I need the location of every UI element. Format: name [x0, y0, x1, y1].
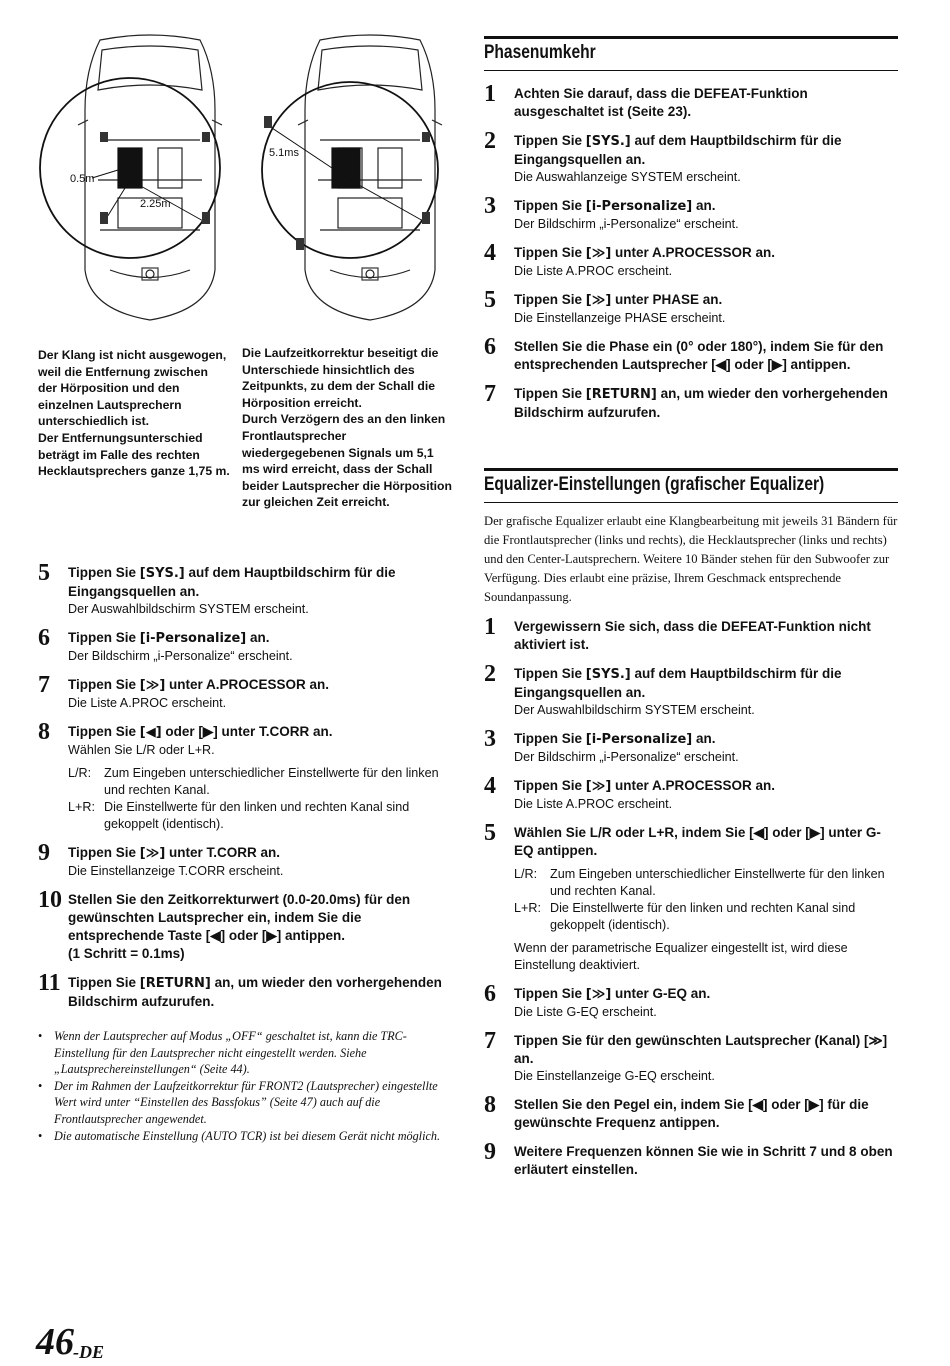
step-title: Tippen Sie [≫] unter A.PROCESSOR an. [514, 245, 776, 261]
option-row: L/R: Zum Eingeben unterschiedlicher Einstellwerte für den linken und rechten Kanal. [514, 867, 885, 898]
phase-rule [484, 36, 898, 39]
step [38, 672, 450, 712]
step-title: Tippen Sie [◀] oder [▶] unter T.CORR an. [68, 724, 333, 740]
step-number: 6 [484, 981, 496, 1007]
option-row: L+R: Die Einstellwerte für den linken und rechten Kanal sind gekoppelt (identisch). [514, 901, 856, 932]
step [484, 661, 898, 719]
button-reference: [≫] [139, 846, 166, 861]
step-title: Tippen Sie [i-Personalize] an. [514, 198, 716, 214]
step-title: Tippen Sie [SYS.] auf dem Hauptbildschirm für die Eingangsquellen an. [68, 565, 396, 599]
step-title: Tippen Sie für den gewünschten Lautsprecher (Kanal) [≫] an. [514, 1033, 888, 1066]
step-title: Tippen Sie [i-Personalize] an. [68, 630, 270, 646]
step-number: 4 [484, 773, 496, 799]
step-title: Tippen Sie [≫] unter T.CORR an. [68, 845, 281, 861]
eq-title: Equalizer-Einstellungen (grafischer Equalizer) [484, 474, 825, 495]
step-result: Die Liste A.PROC erscheint. [68, 696, 227, 710]
step [38, 560, 450, 618]
step [484, 128, 898, 186]
step-number: 3 [484, 726, 496, 752]
caption-right [242, 345, 452, 511]
step [38, 625, 450, 665]
step-title: Tippen Sie [SYS.] auf dem Hauptbildschirm für die Eingangsquellen an. [514, 666, 842, 700]
step-result: Die Einstellanzeige PHASE erscheint. [514, 311, 726, 325]
page-suffix: -DE [73, 1342, 104, 1362]
step-result: Der Bildschirm „i-Personalize“ erscheint. [514, 217, 739, 231]
step-result: Der Bildschirm „i-Personalize“ erscheint. [514, 750, 739, 764]
left-notes [38, 1028, 450, 1144]
step [484, 726, 898, 766]
step-title: Stellen Sie den Zeitkorrekturwert (0.0-20.0ms) für den gewünschten Lautsprecher ein, indem Sie die entsprechende Taste [◀] oder [▶] antippen. (1 Schritt = 0.1ms) [68, 892, 411, 961]
step-title: Tippen Sie [SYS.] auf dem Hauptbildschirm für die Eingangsquellen an. [514, 133, 842, 167]
step-number: 7 [484, 1028, 496, 1054]
eq-rule [484, 468, 898, 471]
button-reference: [◀] [139, 725, 162, 740]
step-title: Vergewissern Sie sich, dass die DEFEAT-Funktion nicht aktiviert ist. [514, 619, 871, 652]
button-reference: [i-Personalize] [585, 732, 693, 747]
option-row: L+R: Die Einstellwerte für den linken und rechten Kanal sind gekoppelt (identisch). [68, 800, 410, 831]
step [484, 1028, 898, 1085]
button-reference: [RETURN] [139, 976, 211, 991]
caption-right-text: Die Laufzeitkorrektur beseitigt die Unterschiede hinsichtlich des Zeitpunkts, zu dem der Schall die Hörposition erreicht. Durch Verzögern des an den linken Frontlautsprecher wiedergegebenen Signals um 5,1 ms wird erreicht, dass der Schall beider Lautsprecher die Hörposition zur gleichen Zeit erreicht. [242, 346, 452, 510]
step [484, 240, 898, 280]
button-reference: [i-Personalize] [139, 631, 247, 646]
button-reference: [SYS.] [585, 667, 631, 682]
step [38, 840, 450, 880]
step [484, 81, 898, 121]
phase-title: Phasenumkehr [484, 42, 596, 63]
step-number: 9 [484, 1139, 496, 1165]
step-title: Stellen Sie den Pegel ein, indem Sie [◀] oder [▶] für die gewünschte Frequenz antippen. [514, 1097, 869, 1130]
step-title: Tippen Sie [≫] unter A.PROCESSOR an. [514, 778, 776, 794]
step-title: Tippen Sie [≫] unter PHASE an. [514, 292, 723, 308]
car-right [298, 35, 442, 320]
step [484, 381, 898, 422]
step-title: Tippen Sie [≫] unter G-EQ an. [514, 986, 711, 1002]
step-number: 5 [484, 820, 496, 846]
step-number: 6 [484, 334, 496, 360]
button-reference: [≫] [585, 246, 612, 261]
note-item: • Der im Rahmen der Laufzeitkorrektur für FRONT2 (Lautsprecher) eingestellte Wert wird unter “Einstellen des Bassfokus” (Seite 47) auch auf die Frontlautsprecher angewendet. [38, 1078, 450, 1128]
eq-underline [484, 502, 898, 503]
step-title: Stellen Sie die Phase ein (0° oder 180°), indem Sie für den entsprechenden Lautsprecher [◀] oder [▶] antippen. [514, 339, 884, 372]
button-reference: [SYS.] [585, 134, 631, 149]
step-result: Die Liste G-EQ erscheint. [514, 1005, 657, 1019]
step-result: Die Einstellanzeige G-EQ erscheint. [514, 1069, 715, 1083]
step [484, 1139, 898, 1179]
button-reference: [i-Personalize] [585, 199, 693, 214]
phase-underline [484, 70, 898, 71]
step [484, 981, 898, 1021]
step-result: Der Auswahlbildschirm SYSTEM erscheint. [68, 602, 309, 616]
step [38, 970, 450, 1011]
step [484, 614, 898, 654]
step-result: Die Auswahlanzeige SYSTEM erscheint. [514, 170, 741, 184]
step [484, 1092, 898, 1132]
note-item: • Wenn der Lautsprecher auf Modus „OFF“ geschaltet ist, kann die TRC-Einstellung für den Lautsprecher nicht eingestellt werden. Siehe „Lautsprechereinstellungen“ (Seite 44). [38, 1028, 450, 1078]
button-reference: [RETURN] [585, 387, 657, 402]
step [484, 773, 898, 813]
step-result: Die Liste A.PROC erscheint. [514, 797, 673, 811]
step-number: 4 [484, 240, 496, 266]
step-title: Weitere Frequenzen können Sie wie in Schritt 7 und 8 oben erläutert einstellen. [514, 1144, 893, 1177]
step [38, 719, 450, 833]
step-number: 8 [484, 1092, 496, 1118]
eq-steps [484, 614, 898, 1190]
option-row: L/R: Zum Eingeben unterschiedlicher Einstellwerte für den linken und rechten Kanal. [68, 766, 439, 797]
step-number: 5 [484, 287, 496, 313]
step-number: 7 [38, 672, 50, 698]
button-reference: [SYS.] [139, 566, 185, 581]
step-title: Wählen Sie L/R oder L+R, indem Sie [◀] oder [▶] unter G-EQ antippen. [514, 825, 881, 858]
step-number: 6 [38, 625, 50, 651]
caption-left-text: Der Klang ist nicht ausgewogen, weil die Entfernung zwischen der Hörposition und den einzelnen Lautsprechern unterschiedlich ist. Der Entfernungsunterschied beträgt im Falle des rechten Hecklautsprechers ganze 1,75 m. [38, 348, 230, 479]
step-title: Tippen Sie [RETURN] an, um wieder den vorhergehenden Bildschirm aufzurufen. [68, 975, 442, 1009]
step-title: Tippen Sie [i-Personalize] an. [514, 731, 716, 747]
step-result: Die Einstellanzeige T.CORR erscheint. [68, 864, 284, 878]
step-number: 1 [484, 614, 496, 640]
label-5-1ms: 5.1ms [269, 147, 299, 159]
left-steps [38, 560, 450, 1022]
step-number: 8 [38, 719, 50, 745]
step-result: Wählen Sie L/R oder L+R. [68, 743, 215, 757]
step [484, 820, 898, 974]
step-number: 10 [38, 887, 62, 913]
step-number: 3 [484, 193, 496, 219]
step-number: 5 [38, 560, 50, 586]
button-reference: [≫] [585, 293, 612, 308]
step [38, 887, 450, 963]
step-title: Tippen Sie [≫] unter A.PROCESSOR an. [68, 677, 330, 693]
step-number: 9 [38, 840, 50, 866]
option-note: Wenn der parametrische Equalizer eingestellt ist, wird diese Einstellung deaktiviert. [514, 941, 848, 972]
step-number: 1 [484, 81, 496, 107]
button-reference: [≫] [139, 678, 166, 693]
step-result: Der Bildschirm „i-Personalize“ erscheint. [68, 649, 293, 663]
car-left [78, 35, 222, 320]
caption-left [38, 347, 230, 480]
step-number: 11 [38, 970, 61, 996]
button-reference: [≫] [585, 987, 612, 1002]
step [484, 193, 898, 233]
button-reference: [≫] [585, 779, 612, 794]
label-0-5m: 0.5m [70, 173, 95, 185]
step [484, 287, 898, 327]
step [484, 334, 898, 374]
step-number: 2 [484, 128, 496, 154]
step-number: 2 [484, 661, 496, 687]
step-result: Die Liste A.PROC erscheint. [514, 264, 673, 278]
step-result: Der Auswahlbildschirm SYSTEM erscheint. [514, 703, 755, 717]
step-title: Tippen Sie [RETURN] an, um wieder den vorhergehenden Bildschirm aufzurufen. [514, 386, 888, 420]
phase-steps [484, 81, 898, 433]
page-number: 46 [36, 1321, 74, 1363]
step-title: Achten Sie darauf, dass die DEFEAT-Funktion ausgeschaltet ist (Seite 23). [514, 86, 808, 119]
eq-intro: Der grafische Equalizer erlaubt eine Klangbearbeitung mit jeweils 31 Bändern für die Frontlautsprecher (links und rechts), die Hecklautsprecher (links und rechts) und den Center-Lautsprechern. Weitere 10 Bänder stehen für den Subwoofer zur Verfügung. Dies erlaubt eine präzise, Ihrem Geschmack entsprechende Soundanpassung. [484, 514, 898, 604]
note-item: • Die automatische Einstellung (AUTO TCR) ist bei diesem Gerät nicht möglich. [38, 1128, 450, 1145]
step-number: 7 [484, 381, 496, 407]
car-diagram [30, 30, 470, 330]
label-2-25m: 2.25m [140, 198, 171, 210]
